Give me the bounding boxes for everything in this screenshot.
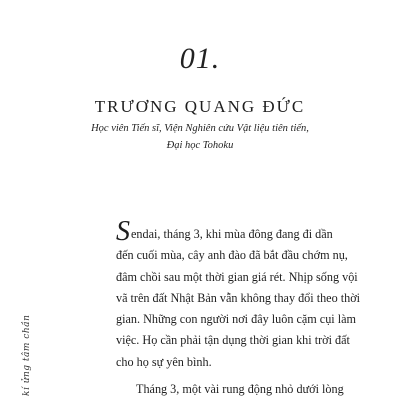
paragraph-1 — [116, 216, 388, 373]
author-affiliation-line-2: Đại học Tohoku — [166, 140, 234, 151]
vertical-side-text: kí ửng tâm chần — [22, 314, 32, 396]
text-line: gian. Những con người nơi đây luôn cặm cụi làm — [116, 312, 357, 327]
chapter-number: 01. — [179, 42, 221, 75]
text-line — [116, 216, 388, 247]
text-line-content: endai, tháng 3, khi mùa đông đang đi dần — [131, 227, 333, 241]
body-text — [116, 216, 388, 400]
text-line: cho họ sự yên bình. — [116, 354, 212, 369]
text-line: vã trên đất Nhật Bản vẫn không thay đổi theo thời — [116, 290, 361, 305]
text-line: đến cuối mùa, cây anh đào đã bắt đầu chớm nụ, — [116, 248, 348, 263]
paragraph-2 — [116, 379, 388, 400]
chapter-title: TRƯƠNG QUANG ĐỨC — [94, 97, 306, 116]
text-line: đâm chồi sau một thời gian giá rét. Nhịp sống vội — [116, 269, 358, 284]
text-line: việc. Họ cần phải tận dụng thời gian khi trời đất — [116, 333, 350, 348]
drop-cap: S — [116, 216, 130, 247]
text-line — [116, 379, 388, 400]
text-line-content: Tháng 3, một vài rung động nhỏ dưới lòng — [136, 382, 344, 397]
author-affiliation-line-1: Học viên Tiến sĩ, Viện Nghiên cứu Vật liệu tiên tiến, — [91, 123, 309, 134]
